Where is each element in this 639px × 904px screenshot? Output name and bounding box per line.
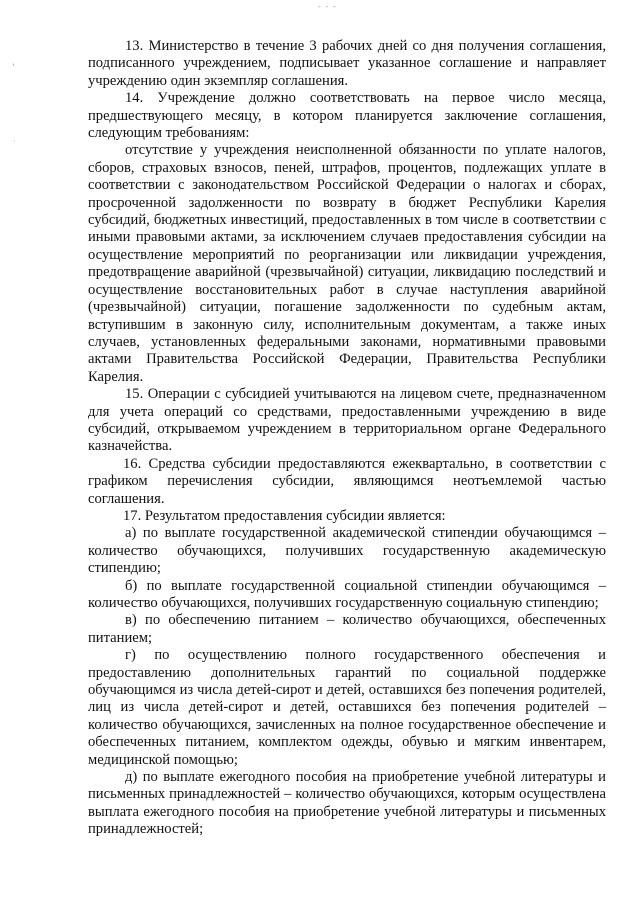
paragraph-13: 13. Министерство в течение 3 рабочих дней со дня получения соглашения, подписанного учреждением, подписывает указанное соглашение и направляет учреждению один экземпляр соглашения. [88,38,606,89]
paragraph-17-g: г) по осуществлению полного государственного обеспечения и предоставлению дополнительных гарантий по социальной поддержке обучающимся из числа детей-сирот и детей, оставшихся без попечения родителей, лиц из числа детей-сирот и детей, оставшихся без попечения родителей – количество обучающихся, зачисленных на полное государственное обеспечение и обеспеченных питанием, комплектом одежды, обувью и мягким инвентарем, медицинской помощью; [88,647,606,768]
paragraph-17-b: б) по выплате государственной социальной стипендии обучающимся – количество обучающихся, получивших государственную социальную стипендию; [88,577,606,611]
paragraph-17-a: а) по выплате государственной академической стипендии обучающимся – количество обучающихся, получивших государственную академическую стипендию; [88,525,606,577]
document-body [88,38,606,839]
paragraph-requirements: отсутствие у учреждения неисполненной обязанности по уплате налогов, сборов, страховых взносов, пеней, штрафов, процентов, подлежащих уплате в соответствии с законодательством Российской Федерации о налогах и сборах, просроченной задолженности по возврату в бюджет Республики Карелия субсидий, бюджетных инвестиций, предоставленных в том числе в соответствии с иными правовыми актами, за исключением случаев предоставления субсидии на осуществление мероприятий по реорганизации или ликвидации учреждения, предотвращение аварийной (чрезвычайной) ситуации, ликвидацию последствий и осуществление восстановительных работ в случае наступления аварийной (чрезвычайной) ситуации, погашение задолженности по судебным актам, вступившим в законную силу, исполнительным документам, а также иных случаев, установленных федеральными законами, нормативными правовыми актами Правительства Российской Федерации, Правительства Республики Карелия. [88,142,606,385]
paragraph-14: 14. Учреждение должно соответствовать на первое число месяца, предшествующего месяцу, в котором планируется заключение соглашения, следующим требованиям: [88,90,606,142]
scan-artifact-left: ' [12,63,15,73]
paragraph-15: 15. Операции с субсидией учитываются на лицевом счете, предназначенном для учета операций со средствами, предоставленными учреждению в виде субсидий, открываемом учреждением в территориальном органе Федерального казначейства. [88,386,606,455]
paragraph-17: 17. Результатом предоставления субсидии является: [123,507,446,524]
paragraph-17-d: д) по выплате ежегодного пособия на приобретение учебной литературы и письменных принадлежностей – количество обучающихся, которым осуществлена выплата ежегодного пособия на приобретение учебной литературы и письменных принадлежностей; [88,769,606,838]
scan-artifact-top: - - - [318,2,337,11]
paragraph-17-v: в) по обеспечению питанием – количество обучающихся, обеспеченных питанием; [88,612,606,646]
scan-artifact-left-dot: · [13,137,16,146]
paragraph-16: 16. Средства субсидии предоставляются ежеквартально, в соответствии с графиком перечисления субсидии, являющимся неотъемлемой частью соглашения. [88,455,606,507]
